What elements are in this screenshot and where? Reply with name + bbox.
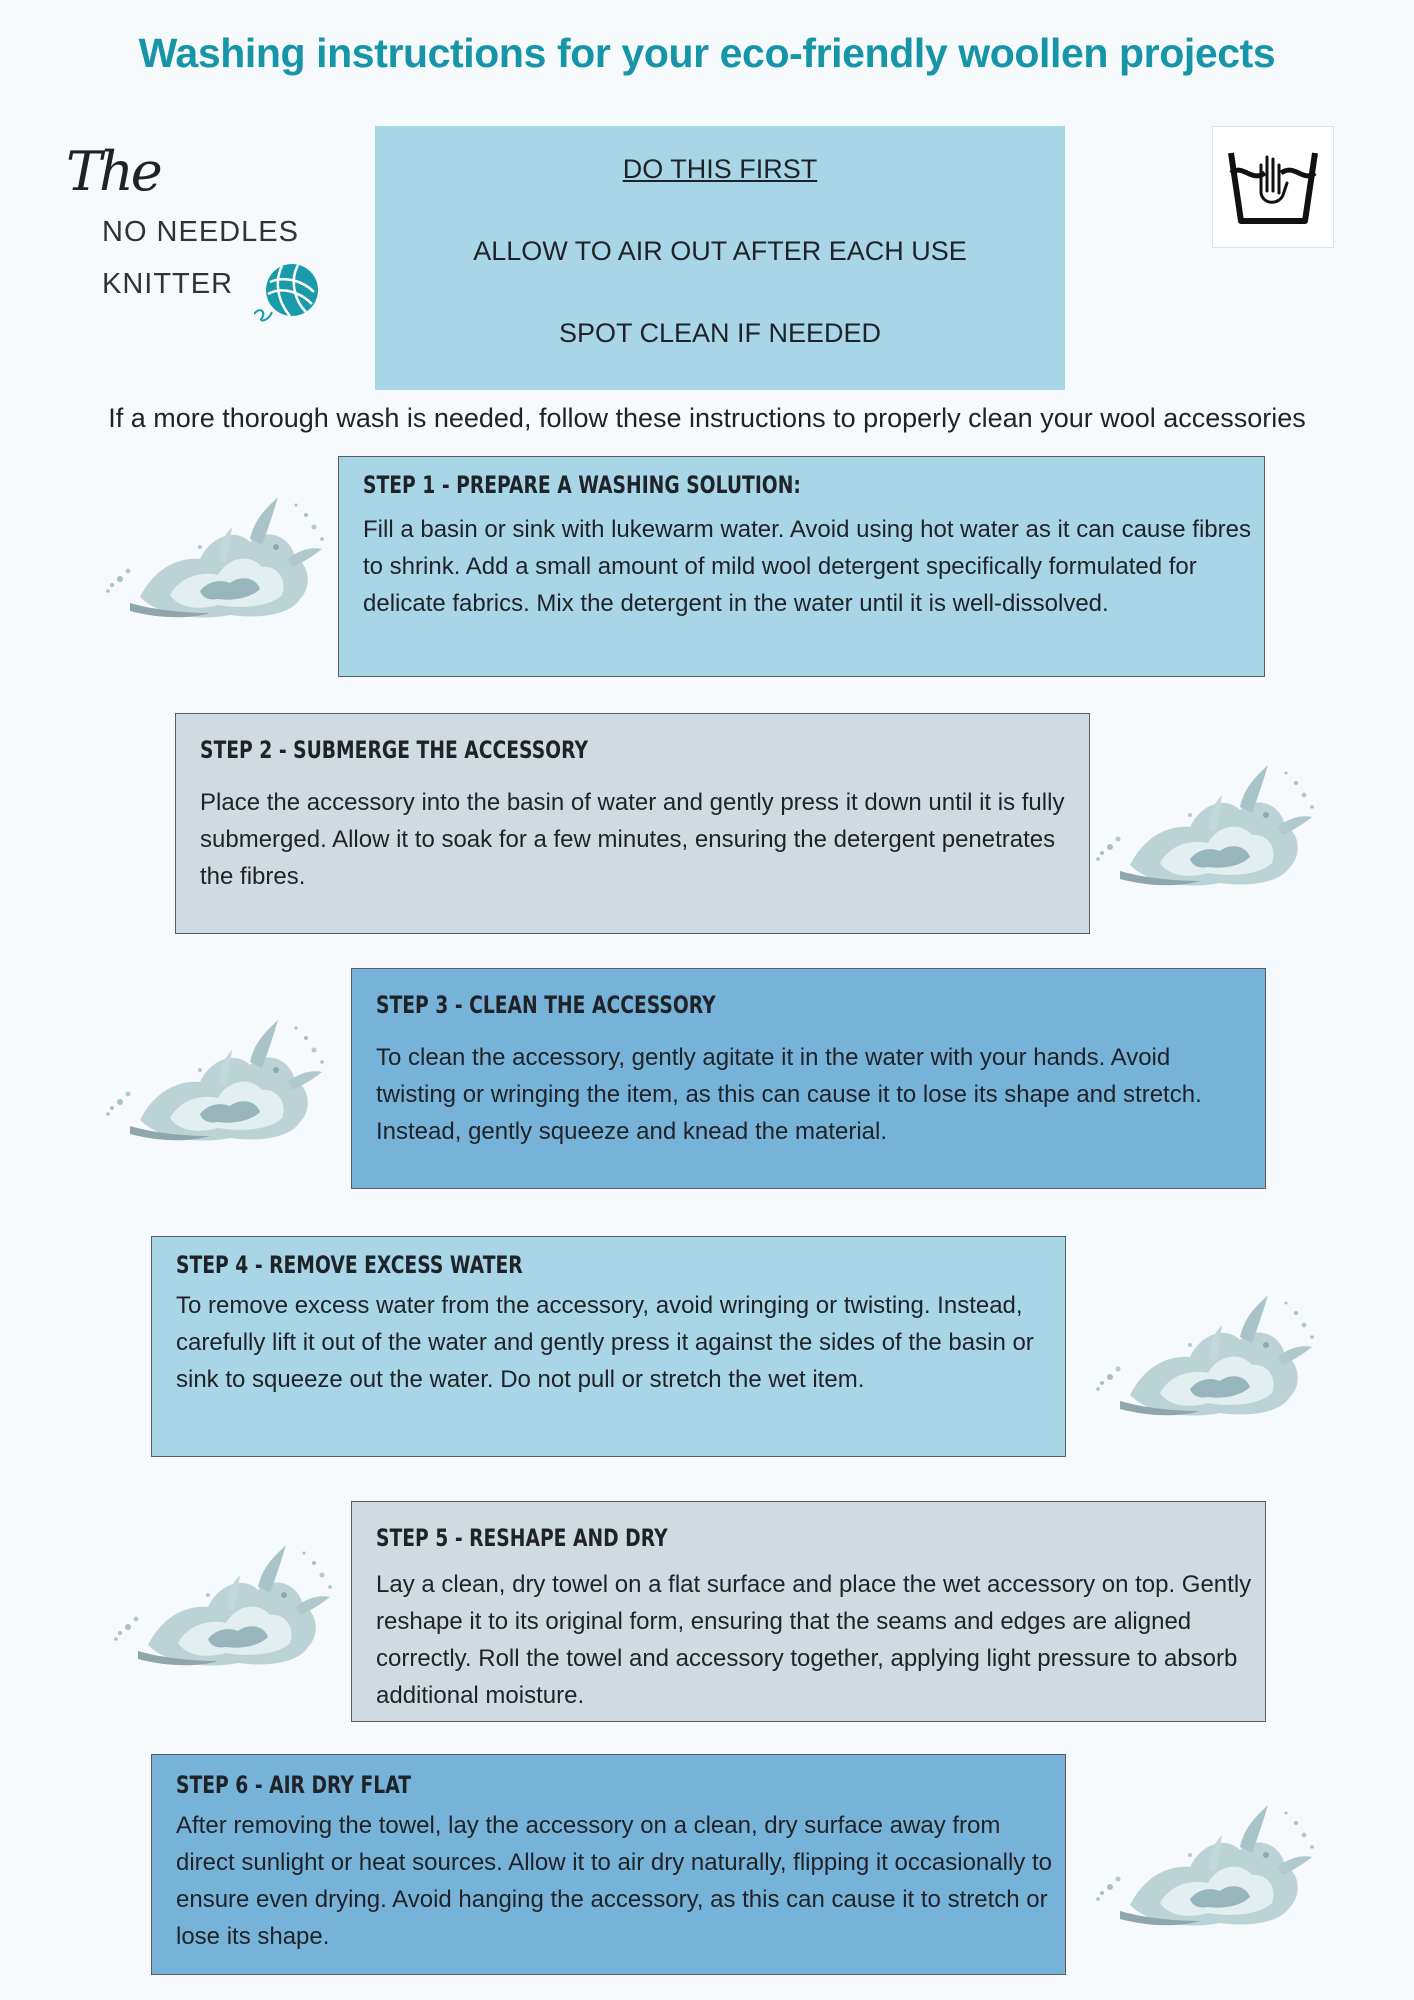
air-out-instruction: ALLOW TO AIR OUT AFTER EACH USE	[473, 236, 967, 266]
brand-logo	[62, 140, 332, 340]
water-splash-icon	[1090, 1285, 1320, 1435]
step-3-text: To clean the accessory, gently agitate it in the water with your hands. Avoid twisting or wringing the item, as this can cause it to lose its shape and stretch. Instead, gently squeeze and knead the material.	[376, 1044, 1202, 1145]
spot-clean-instruction: SPOT CLEAN IF NEEDED	[558, 318, 882, 348]
step-5-title: STEP 5 - RESHAPE AND DRY	[376, 1524, 668, 1552]
do-this-first-heading: DO THIS FIRST	[622, 154, 818, 184]
water-splash-icon	[1090, 1795, 1320, 1945]
step-6-title: STEP 6 - AIR DRY FLAT	[176, 1771, 412, 1799]
page-title: Washing instructions for your eco-friendly woollen projects	[138, 30, 1276, 76]
intro-text: If a more thorough wash is needed, follow these instructions to properly clean your wool accessories	[108, 403, 1306, 433]
step-4-card	[151, 1236, 1066, 1457]
water-splash-icon	[100, 487, 330, 637]
step-2-title: STEP 2 - SUBMERGE THE ACCESSORY	[200, 736, 589, 764]
step-4-text: To remove excess water from the accessory, avoid wringing or twisting. Instead, carefully lift it out of the water and gently press it against the sides of the basin or sink to squeeze out the water. Do not pull or stretch the wet item.	[176, 1292, 1034, 1393]
step-6-text: After removing the towel, lay the accessory on a clean, dry surface away from direct sunlight or heat sources. Allow it to air dry naturally, flipping it occasionally to ensure even drying. Avoid hanging the accessory, as this can cause it to stretch or lose its shape.	[176, 1812, 1052, 1950]
do-this-first-box	[375, 126, 1065, 390]
care-symbol-box	[1212, 126, 1334, 248]
logo-line-1: NO NEEDLES	[102, 216, 299, 248]
step-4-title: STEP 4 - REMOVE EXCESS WATER	[176, 1251, 523, 1279]
step-2-card	[175, 713, 1090, 934]
hand-wash-icon	[1225, 147, 1321, 227]
step-1-title: STEP 1 - PREPARE A WASHING SOLUTION:	[363, 471, 801, 499]
logo-line-2: KNITTER	[102, 268, 234, 300]
step-3-title: STEP 3 - CLEAN THE ACCESSORY	[376, 991, 716, 1019]
water-splash-icon	[100, 1010, 330, 1160]
step-5-card	[351, 1501, 1266, 1722]
step-6-card	[151, 1754, 1066, 1975]
step-1-text: Fill a basin or sink with lukewarm water. Avoid using hot water as it can cause fibres to shrink. Add a small amount of mild wool detergent specifically formulated for delicate fabrics. Mix the detergent in the water until it is well-dissolved.	[363, 516, 1251, 617]
step-3-card	[351, 968, 1266, 1189]
water-splash-icon	[108, 1535, 338, 1685]
step-1-card	[338, 456, 1265, 677]
water-splash-icon	[1090, 755, 1320, 905]
step-2-text: Place the accessory into the basin of water and gently press it down until it is fully submerged. Allow it to soak for a few minutes, ensuring the detergent penetrates the fibres.	[200, 789, 1065, 890]
yarn-ball-icon	[254, 262, 322, 322]
step-5-text: Lay a clean, dry towel on a flat surface and place the wet accessory on top. Gently reshape it to its original form, ensuring that the seams and edges are aligned correctly. Roll the towel and accessory together, applying light pressure to absorb additional moisture.	[376, 1571, 1252, 1709]
logo-the-text: The	[66, 140, 160, 203]
